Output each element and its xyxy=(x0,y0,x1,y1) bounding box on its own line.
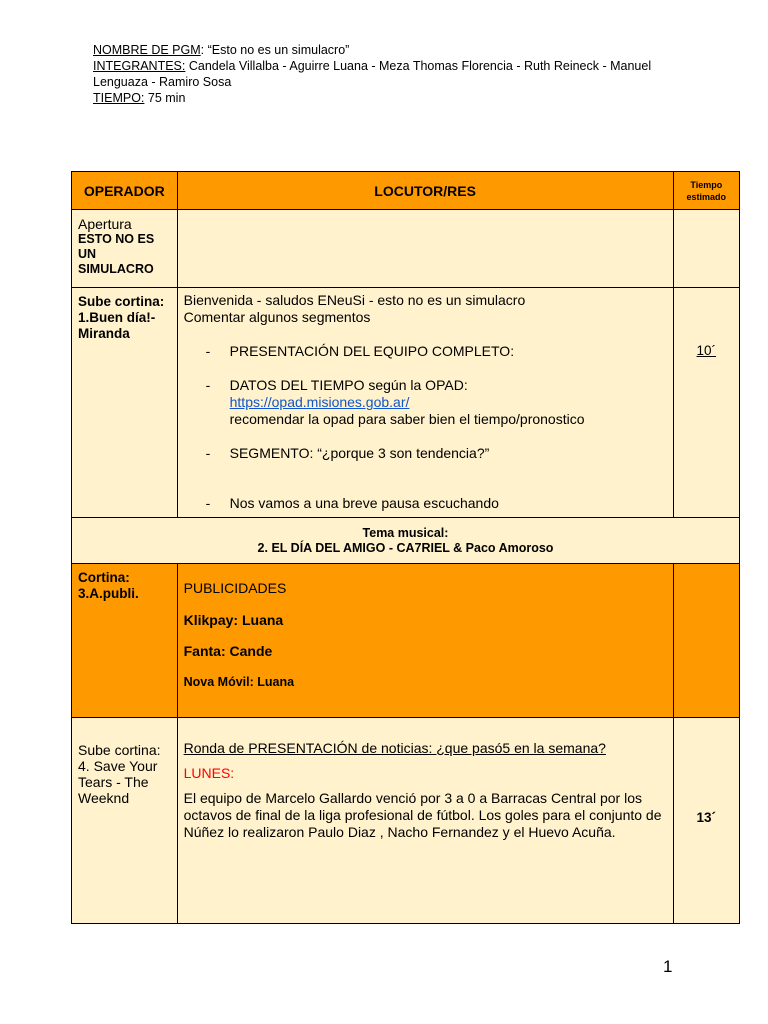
page-number: 1 xyxy=(663,957,673,976)
program-name-line xyxy=(93,42,693,58)
table-header-row xyxy=(72,172,740,210)
row2-item2-a: DATOS DEL TIEMPO según la OPAD: xyxy=(229,377,468,393)
col-tiempo-line1: Tiempo xyxy=(690,179,723,190)
row1-operador xyxy=(72,210,178,288)
opad-link[interactable]: https://opad.misiones.gob.ar/ xyxy=(229,394,410,410)
row4-news: El equipo de Marcelo Gallardo venció por 3 a 0 a Barracas Central por los octavos de final de la liga profesional de fútbol. Los goles para el conjunto de Núñez lo realizaron Paulo Diaz , Nacho Fernandez y el Huevo Acuña. xyxy=(183,790,662,840)
col-operador-header: OPERADOR xyxy=(72,172,178,210)
list-item: - DATOS DEL TIEMPO según la OPAD: https://opad.misiones.gob.ar/ recomendar la opad para saber bien el tiempo/pronostico xyxy=(184,377,667,428)
row2-tiempo xyxy=(673,288,739,518)
row4-tiempo xyxy=(673,718,739,924)
row3-ad2: Fanta: Cande xyxy=(183,643,273,659)
program-name-label: NOMBRE DE PGM xyxy=(93,43,201,57)
row2-item1: PRESENTACIÓN DEL EQUIPO COMPLETO: xyxy=(229,343,515,359)
table-row xyxy=(72,564,740,718)
row4-title: Ronda de PRESENTACIÓN de noticias: ¿que pasó5 en la semana? xyxy=(183,740,606,756)
time-line xyxy=(93,90,693,106)
document-header xyxy=(93,42,693,106)
row1-locutor xyxy=(177,210,673,288)
col-tiempo-header xyxy=(673,172,739,210)
table-row xyxy=(72,210,740,288)
music-row xyxy=(72,518,740,564)
row1-op-line1: Apertura xyxy=(78,216,132,232)
row4-day: LUNES: xyxy=(183,765,235,781)
members-value: Candela Villalba - Aguirre Luana - Meza Thomas Florencia - Ruth Reineck - Manuel Lenguaza - Ramiro Sosa xyxy=(93,59,652,89)
row2-intro2: Comentar algunos segmentos xyxy=(183,309,371,325)
script-table xyxy=(71,171,740,924)
table-row xyxy=(72,718,740,924)
row4-operador: Sube cortina: 4. Save Your Tears - The Weeknd xyxy=(72,718,178,924)
row3-tiempo xyxy=(673,564,739,718)
music-line2: 2. EL DÍA DEL AMIGO - CA7RIEL & Paco Amoroso xyxy=(257,540,554,555)
members-label: INTEGRANTES: xyxy=(93,59,186,73)
col-locutor-header: LOCUTOR/RES xyxy=(177,172,673,210)
row3-ad1: Klikpay: Luana xyxy=(183,612,284,628)
row4-time: 13´ xyxy=(696,810,717,825)
list-item: - SEGMENTO: “¿porque 3 son tendencia?” xyxy=(184,445,667,462)
row3-ad3: Nova Móvil: Luana xyxy=(183,675,295,689)
row2-item2-b: recomendar la opad para saber bien el tiempo/pronostico xyxy=(229,411,585,427)
row3-operador: Cortina: 3.A.publi. xyxy=(72,564,178,718)
table-row xyxy=(72,518,740,564)
row1-tiempo xyxy=(673,210,739,288)
list-item: - Nos vamos a una breve pausa escuchando xyxy=(184,495,667,512)
row3-locutor xyxy=(177,564,673,718)
row2-operador: Sube cortina: 1.Buen día!- Miranda xyxy=(72,288,178,518)
col-tiempo-line2: estimado xyxy=(686,191,727,202)
members-line xyxy=(93,58,693,90)
row3-title: PUBLICIDADES xyxy=(183,580,287,596)
table-row xyxy=(72,288,740,518)
row2-time: 10´ xyxy=(696,343,717,358)
row2-intro1: Bienvenida - saludos ENeuSi - esto no es un simulacro xyxy=(183,292,526,308)
row1-op-line2: ESTO NO ES UN SIMULACRO xyxy=(78,232,155,276)
time-label: TIEMPO: xyxy=(93,91,145,105)
row2-item4: Nos vamos a una breve pausa escuchando xyxy=(229,495,499,511)
row4-locutor xyxy=(177,718,673,924)
row2-item3: SEGMENTO: “¿porque 3 son tendencia?” xyxy=(229,445,490,461)
music-line1: Tema musical: xyxy=(362,525,449,540)
list-item: - PRESENTACIÓN DEL EQUIPO COMPLETO: xyxy=(184,343,667,360)
row2-locutor xyxy=(177,288,673,518)
program-name-value: : “Esto no es un simulacro” xyxy=(200,43,350,57)
time-value: 75 min xyxy=(144,91,186,105)
